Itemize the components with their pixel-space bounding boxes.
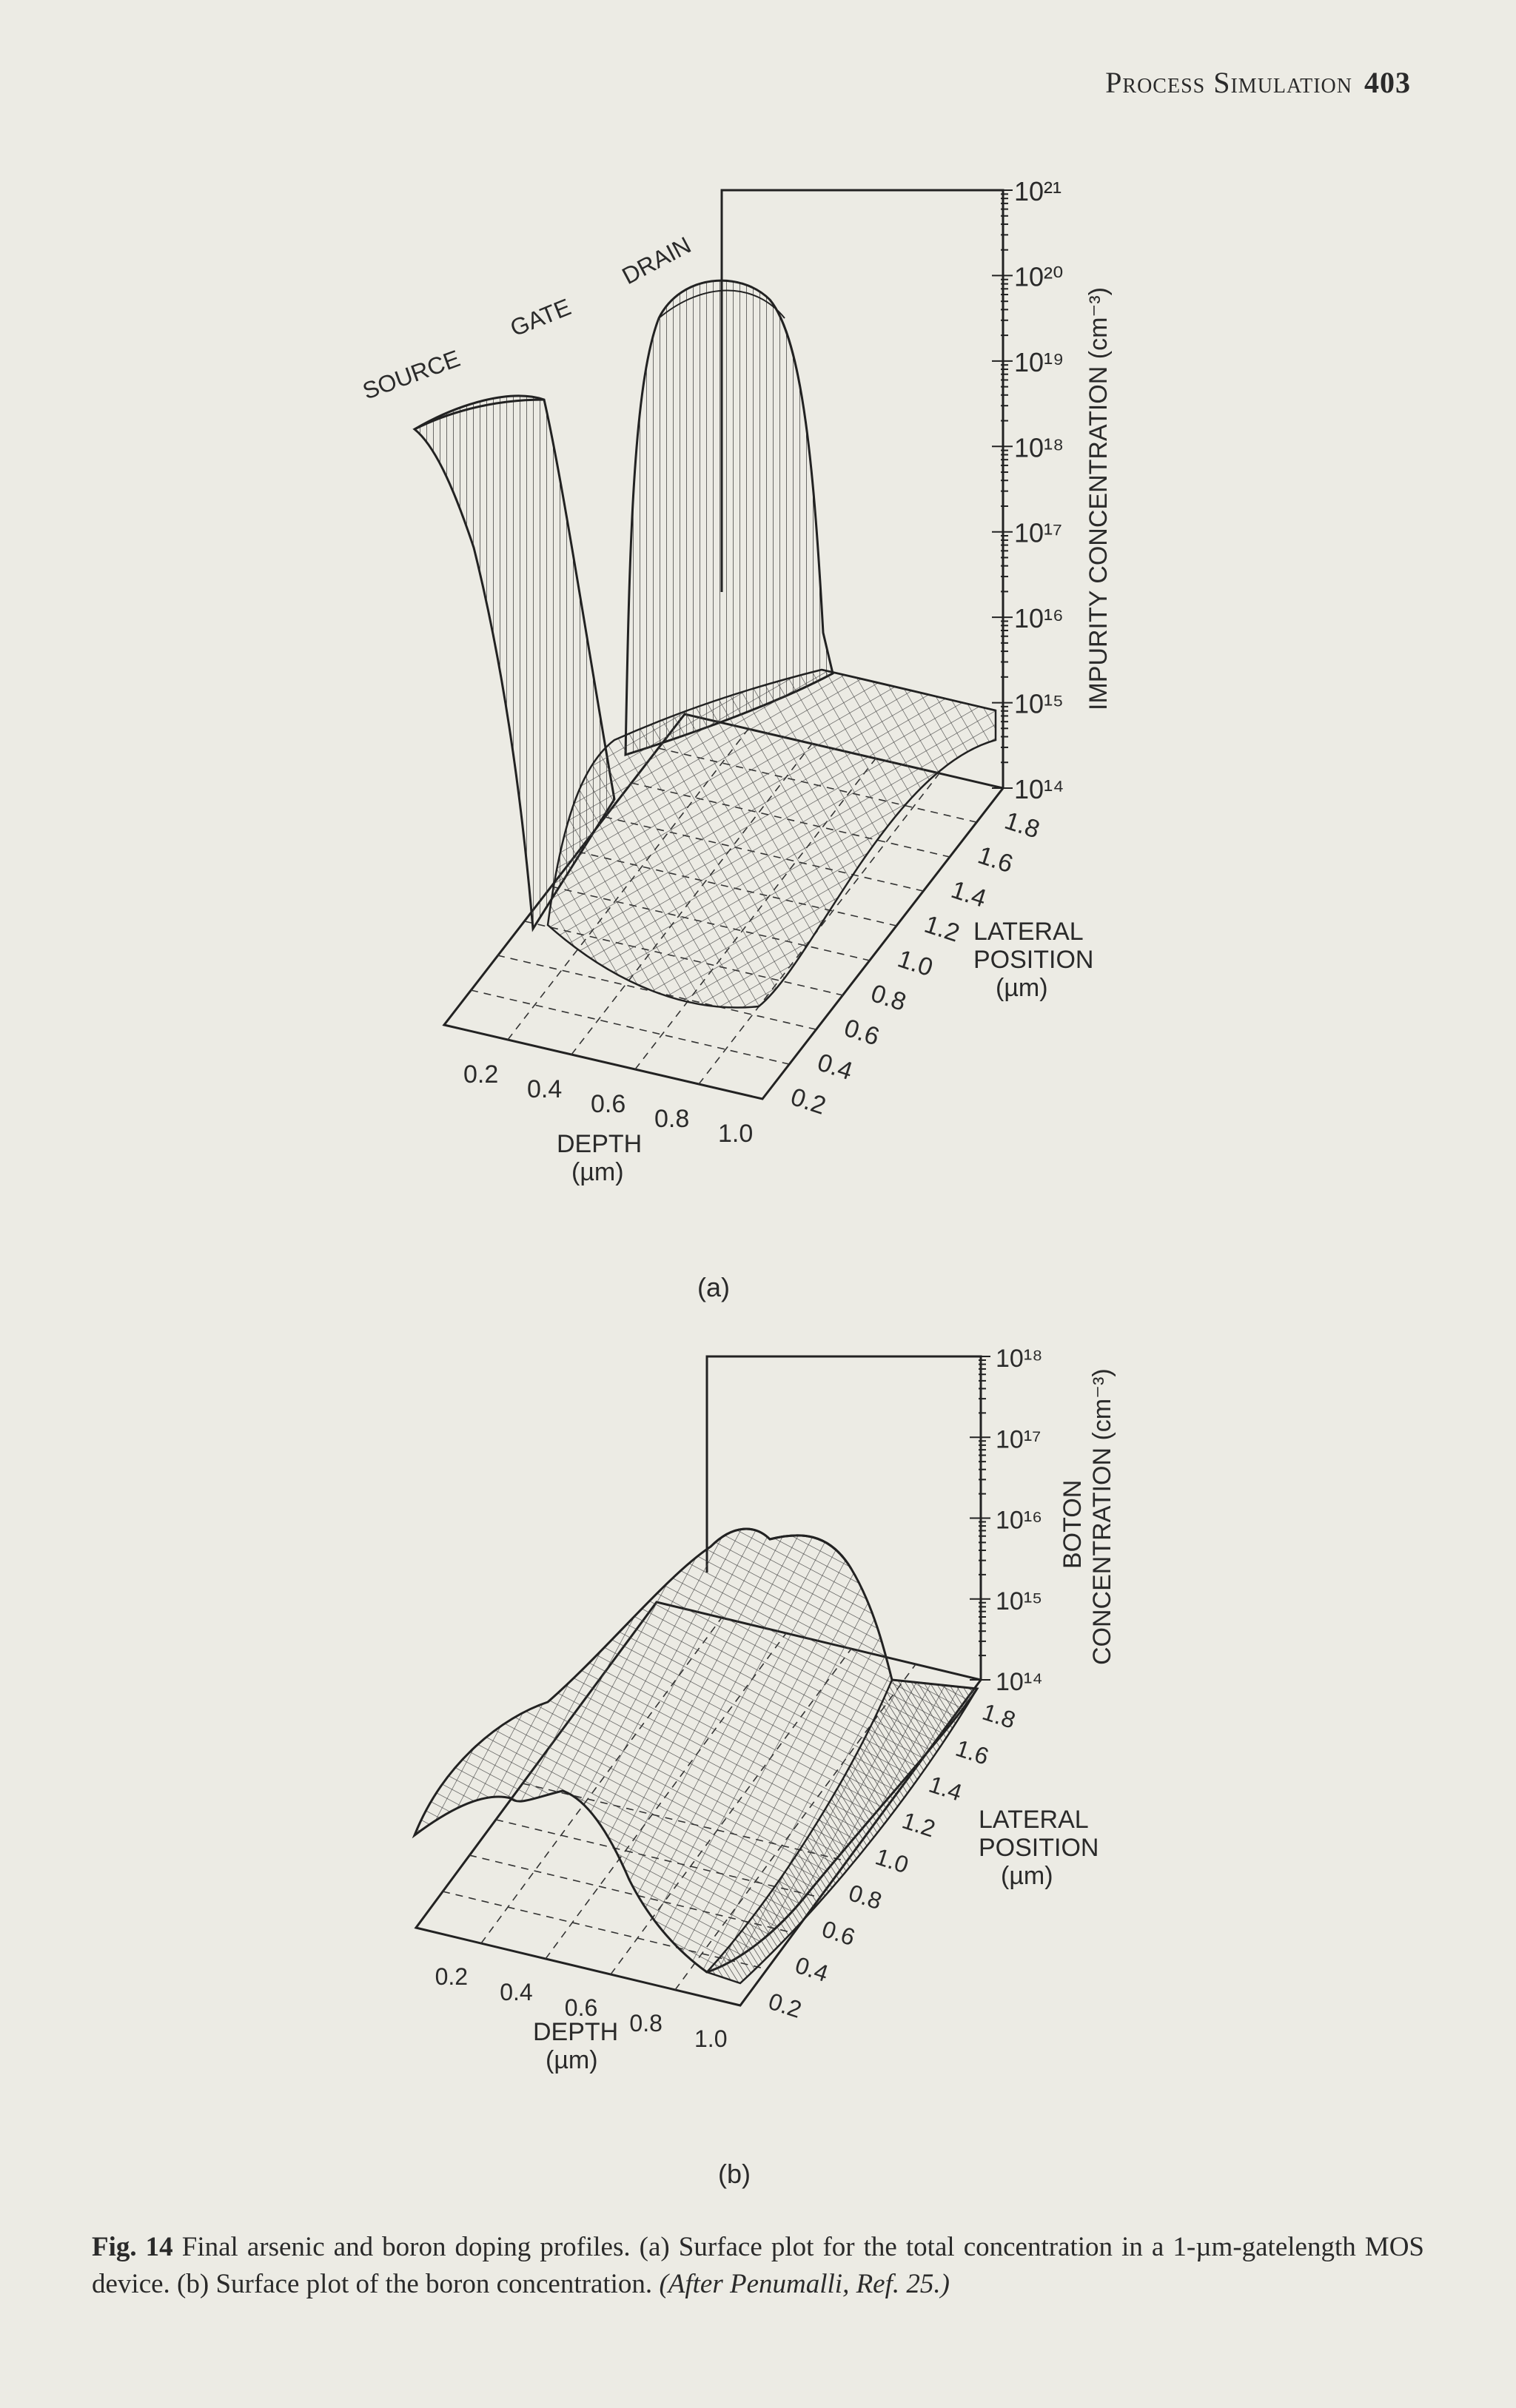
figure-a-lateral-tick-label: 0.6 <box>840 1013 883 1052</box>
figure-b-lateral-tick-label: 1.0 <box>872 1843 912 1879</box>
figure-b-lateral-tick-label: 0.8 <box>845 1879 885 1915</box>
figure-a-label-source: SOURCE <box>359 344 464 405</box>
figure-b-surface <box>415 1529 977 1983</box>
figure-b-lateral-tick-label: 1.2 <box>899 1806 939 1843</box>
figure-a-z-tick-label: 10¹⁷ <box>1014 517 1063 548</box>
figure-a-lateral-tick-label: 1.2 <box>921 909 963 948</box>
figure-a-depth-tick-label: 0.4 <box>527 1075 563 1103</box>
figure-b-depth-tick-label: 0.4 <box>500 1979 533 2005</box>
figure-a-depth-tick-label: 0.8 <box>654 1105 690 1133</box>
figure-b-lateral-label-1: LATERAL <box>979 1806 1089 1834</box>
figure-a-z-tick-label: 10¹⁵ <box>1014 688 1064 719</box>
figure-b-lateral-tick-label: 1.6 <box>952 1734 993 1770</box>
figure-a-lateral-tick-label: 0.8 <box>867 979 910 1017</box>
figure-a-lateral-tick-label: 1.0 <box>894 944 936 983</box>
figure-a-depth-label-2: (µm) <box>571 1158 624 1186</box>
figure-b-plot <box>415 1345 1116 2189</box>
figure-b-z-tick-label: 10¹⁶ <box>996 1506 1043 1535</box>
figure-a-surface <box>415 280 996 1007</box>
figure-a-label-gate: GATE <box>506 293 575 342</box>
figure-b-z-tick-label: 10¹⁴ <box>996 1668 1043 1696</box>
figure-a-lateral-label-3: (µm) <box>996 974 1048 1002</box>
figure-a-lateral-tick-label: 0.2 <box>787 1083 830 1120</box>
figure-a-z-tick-label: 10²⁰ <box>1014 261 1064 292</box>
figure-a-lateral-label-2: POSITION <box>973 946 1094 974</box>
figure-a-lateral-tick-label: 1.6 <box>974 841 1017 879</box>
figure-b-z-tick-label: 10¹⁷ <box>996 1425 1042 1454</box>
figure-b-lateral-tick-label: 1.4 <box>925 1770 965 1806</box>
figure-b-panel-label: (b) <box>718 2159 751 2189</box>
figure-b-depth-label-1: DEPTH <box>533 2018 619 2046</box>
figure-caption <box>92 2229 1424 2303</box>
figure-b-lateral-tick-label: 1.8 <box>979 1698 1019 1734</box>
figure-b-lateral-label-2: POSITION <box>979 1834 1099 1862</box>
figure-b-depth-tick-label: 0.8 <box>629 2010 663 2037</box>
figure-a-lateral-tick-label: 1.4 <box>948 875 990 913</box>
caption-credit: (After Penumalli, Ref. 25.) <box>659 2269 950 2299</box>
figure-b-lateral-tick-label: 0.4 <box>792 1951 832 1988</box>
figure-a-z-tick-label: 10¹⁸ <box>1014 432 1064 463</box>
figure-a-depth-tick-label: 1.0 <box>718 1120 754 1148</box>
figure-a-lateral-label-1: LATERAL <box>973 918 1084 946</box>
figure-a-label-drain: DRAIN <box>617 231 696 290</box>
figure-a-depth-tick-label: 0.6 <box>591 1090 626 1118</box>
caption-text: Final arsenic and boron doping profiles. (a) Surface plot for the total concentration in a 1-µm-gatelength MOS device. (b) Surface plot of the boron concentration. <box>92 2232 1424 2299</box>
figure-a-z-axis-label: IMPURITY CONCENTRATION (cm⁻³) <box>1084 287 1113 710</box>
figure-b-depth-label-2: (µm) <box>546 2046 598 2074</box>
figure-b-lateral-tick-label: 0.6 <box>819 1915 859 1951</box>
page-number: 403 <box>1364 66 1411 99</box>
figure-a-z-tick-label: 10¹⁶ <box>1014 603 1064 634</box>
figure-a-panel-label: (a) <box>697 1272 730 1302</box>
figure-b-z-axis-label-1: BOTON <box>1059 1479 1087 1569</box>
figure-a-lateral-tick-label: 1.8 <box>1001 806 1044 844</box>
figure-a-z-tick-label: 10²¹ <box>1014 176 1062 206</box>
figure-b-z-axis-label-2: CONCENTRATION (cm⁻³) <box>1088 1368 1116 1665</box>
running-head-title: Process Simulation <box>1105 66 1352 99</box>
figure-b-z-tick-label: 10¹⁵ <box>996 1587 1043 1615</box>
figure-a-lateral-tick-label: 0.4 <box>814 1048 856 1086</box>
figure-a-z-tick-label: 10¹⁴ <box>1014 774 1064 804</box>
caption-figure-number: Fig. 14 <box>92 2232 173 2262</box>
figure-a-depth-label-1: DEPTH <box>557 1130 643 1158</box>
figure-b-z-tick-label: 10¹⁸ <box>996 1345 1043 1373</box>
figure-a-plot <box>359 176 1113 1302</box>
figure-b-depth-tick-label: 0.6 <box>564 1994 598 2021</box>
figure-a-z-tick-label: 10¹⁹ <box>1014 346 1064 377</box>
figure-b-depth-tick-label: 1.0 <box>694 2025 728 2052</box>
figure-b-lateral-tick-label: 0.2 <box>765 1987 805 2023</box>
figure-a-depth-tick-label: 0.2 <box>463 1060 499 1089</box>
figure-b-lateral-label-3: (µm) <box>1001 1862 1053 1890</box>
figure-b-depth-tick-label: 0.2 <box>435 1963 469 1990</box>
